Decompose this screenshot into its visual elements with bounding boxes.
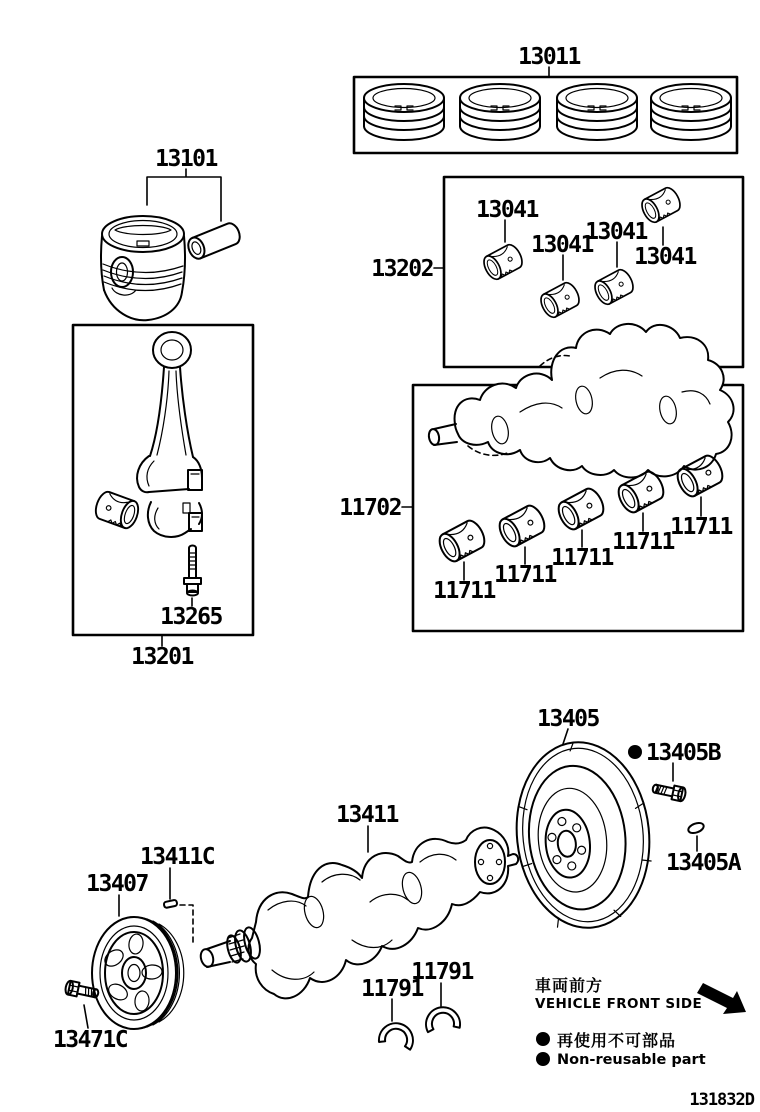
thrust-washer-drawing-1 (378, 1020, 416, 1050)
non-reusable-legend-bullet-en-icon (536, 1052, 550, 1066)
rod-bearing-drawing-1 (481, 242, 526, 282)
pulley-drawing (92, 917, 184, 1029)
piston-ring-set-group (354, 44, 737, 153)
thrust-washer-drawing-2 (424, 1005, 461, 1032)
rod-cap-drawing (148, 502, 202, 537)
part-label-13405B: 13405B (646, 740, 721, 766)
part-label-13011: 13011 (518, 44, 580, 70)
vehicle-front-label-en: VEHICLE FRONT SIDE (535, 996, 703, 1012)
ring-set-drawing-4 (651, 84, 731, 140)
part-label-11711-5: 11711 (670, 514, 732, 540)
part-label-13041-2: 13041 (531, 232, 593, 258)
crank-bearing-drawing-3 (555, 485, 608, 532)
crankshaft-upper-drawing (428, 324, 734, 478)
rod-bearing-drawing-3 (592, 267, 637, 307)
non-reusable-label-en: Non-reusable part (557, 1052, 706, 1068)
key-position-dashed-leader (180, 905, 193, 946)
flywheel-pin-drawing (687, 821, 705, 835)
crank-bearing-drawing-2 (496, 502, 549, 549)
part-label-11711-1: 11711 (433, 578, 495, 604)
piston-drawing (101, 216, 185, 320)
part-label-11711-2: 11711 (494, 562, 556, 588)
part-label-13405: 13405 (537, 706, 599, 732)
non-reusable-label-jp: 再使用不可部品 (557, 1031, 677, 1050)
piston-label-bracket (147, 169, 221, 221)
part-label-13407: 13407 (86, 871, 148, 897)
piston-group (101, 146, 243, 320)
part-label-13405A: 13405A (665, 850, 741, 876)
rod-bearing-drawing-2 (538, 280, 583, 320)
non-reusable-legend-bullet-jp-icon (536, 1032, 550, 1046)
vehicle-front-arrow-icon (697, 983, 746, 1014)
legend (535, 976, 746, 1068)
connecting-rod-drawing (137, 332, 202, 492)
rod-bearing-shells-drawing (92, 489, 141, 530)
part-label-13101: 13101 (155, 146, 217, 172)
part-label-13041-3: 13041 (585, 219, 647, 245)
part-label-11791-1: 11791 (361, 976, 423, 1002)
part-label-13201: 13201 (131, 644, 193, 670)
connecting-rod-group (73, 325, 253, 670)
part-label-13041-1: 13041 (476, 197, 538, 223)
thrust-washer-group (361, 959, 473, 1050)
piston-pin-drawing (185, 221, 242, 261)
ring-set-drawing-3 (557, 84, 637, 140)
pulley-bolt-drawing (64, 980, 99, 1001)
flywheel-bolt-drawing (651, 781, 686, 802)
part-label-13411: 13411 (336, 802, 398, 828)
part-label-13265: 13265 (160, 604, 222, 630)
part-label-11702: 11702 (339, 495, 401, 521)
rod-bolt-drawing (184, 546, 201, 596)
part-label-13471C: 13471C (52, 1027, 128, 1053)
crankshaft-key-drawing (164, 900, 178, 909)
crank-bearing-drawing-1 (436, 517, 489, 564)
part-label-13411C: 13411C (139, 844, 215, 870)
drawing-code: 131832D (689, 1090, 754, 1110)
part-label-11711-3: 11711 (551, 545, 613, 571)
part-label-11791-2: 11791 (411, 959, 473, 985)
part-label-11711-4: 11711 (612, 529, 674, 555)
part-label-13041-4: 13041 (634, 244, 696, 270)
flywheel-group (508, 706, 742, 934)
vehicle-front-label-jp: 車両前方 (535, 976, 604, 995)
pulley-group (53, 871, 184, 1053)
ring-set-drawing-2 (460, 84, 540, 140)
ring-set-drawing-1 (364, 84, 444, 140)
flywheel-drawing (508, 736, 659, 935)
non-reusable-bullet-icon (628, 745, 642, 759)
part-label-13202: 13202 (371, 256, 433, 282)
